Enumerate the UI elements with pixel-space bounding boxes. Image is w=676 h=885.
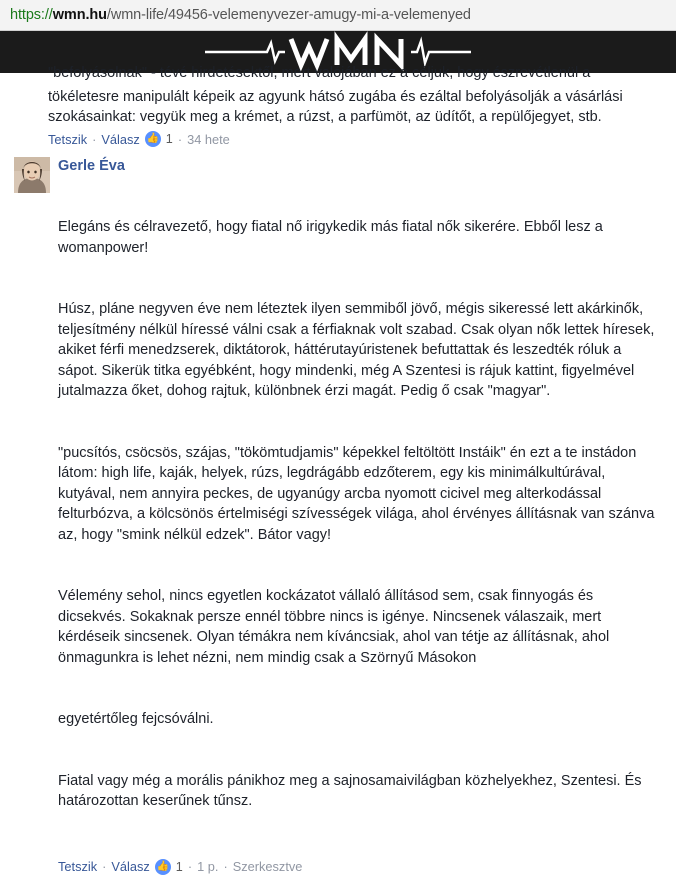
edited-label: Szerkesztve — [232, 859, 303, 874]
comment-paragraph-2: Húsz, pláne negyven éve nem léteztek ilyen semmiből jövő, mégis sikeressé lett akárkinők, teljesítmény nélkül híressé válni csak a férfiaknak volt szabad. Csak olyan nők lettek híresek, akiket férfi menedzserek, diktátorok, háttérutayúristenek befuttattak és leszedték róluk a sápot. Sikerük titka egyébként, hogy mindenki, még A Szentesi is rájuk kattint, figyelmével jutalmazza őket, dohog rajtuk, különbnek érzi magát. Pedig ő csak "magyar". — [58, 301, 659, 399]
url-path: /wmn-life/49456-velemenyvezer-amugy-mi-a-velemenyed — [106, 7, 471, 23]
url-text[interactable] — [10, 7, 471, 23]
meta-dot-2: · — [177, 131, 183, 147]
user-avatar-photo-icon — [14, 157, 50, 193]
browser-url-bar[interactable] — [0, 0, 676, 31]
comment-paragraph-3: "pucsítós, csöcsös, szájas, "tökömtudjamis" képekkel feltöltött Instáik" én ezt a te instádon látom: high life, kaják, helyek, rúzs, legdrágább edzőterem, egy kis minimálkultúrával, kutyával, nem annyira peckes, de ugyanúgy arcba nyomott cicivel meg alterkodással felturbózva, a kölcsönös értelmiségi szívességek világa, ahol érvényes állításnak van szánva az, hogy "smink nélkül edzek". Bátor vagy! — [58, 444, 659, 543]
comment-paragraph-4: Vélemény sehol, nincs egyetlen kockázatot vállaló állításod sem, csak finnyogás és dicsekvés. Sokaknak persze ennél többre nincs is igénye. Nincsenek válaszaik, mert kérdéseik sincsenek. Olyan témákra nem kíváncsiak, ahol van tétje az állításnak, ahol önmagunkra is lehet nézni, nem mindig csak a Szörnyű Másokon — [58, 588, 614, 666]
comment-body — [58, 157, 658, 885]
comment-text — [58, 176, 658, 853]
reaction-count[interactable]: 1 — [165, 132, 173, 146]
bottom-spacer — [58, 875, 658, 885]
reaction-count[interactable]: 1 — [175, 859, 183, 874]
reply-link[interactable]: Válasz — [111, 859, 150, 874]
clipped-comment-cut-line — [48, 65, 628, 85]
clipped-comment-cut-text: "befolyásolnak" - tévé hirdetésektől, mert valójában ez a céljuk, hogy észrevétlenül a — [48, 65, 591, 81]
page-content — [0, 31, 676, 874]
comment-block — [0, 147, 676, 885]
url-host: wmn.hu — [52, 7, 107, 23]
comment-meta — [58, 853, 658, 875]
clipped-comment — [0, 65, 676, 127]
like-link[interactable]: Tetszik — [58, 859, 98, 874]
like-link[interactable]: Tetszik — [48, 131, 88, 147]
reply-link[interactable]: Válasz — [101, 131, 140, 147]
thumbs-up-icon[interactable]: 👍 — [145, 131, 161, 147]
clipped-comment-meta — [0, 127, 676, 147]
thumbs-up-icon[interactable]: 👍 — [155, 859, 171, 875]
wmn-logo-icon — [205, 37, 471, 67]
clipped-comment-line1: tökéletesre manipulált képeik az agyunk hátsó zugába és ezáltal befolyásolják a vásárlási — [48, 89, 623, 105]
comment-paragraph-6: Fiatal vagy még a morális pánikhoz meg a sajnosamaivilágban közhelyekhez, Szentesi. És határozottan keserűnek tűnsz. — [58, 772, 646, 809]
meta-dot-2: · — [187, 859, 193, 874]
meta-dot-3: · — [223, 859, 228, 874]
timestamp[interactable]: 34 hete — [187, 131, 230, 147]
clipped-comment-line2: szokásainkat: vegyük meg a krémet, a rúzst, a parfümöt, az üdítőt, a repülőjegyet, stb. — [48, 109, 602, 125]
avatar[interactable] — [14, 157, 50, 193]
meta-dot-1: · — [92, 131, 97, 147]
comment-author-link[interactable]: Gerle Éva — [58, 158, 125, 174]
url-scheme: https:// — [10, 7, 53, 23]
timestamp[interactable]: 1 p. — [197, 859, 219, 874]
comment-paragraph-1: Elegáns és célravezető, hogy fiatal nő irigykedik más fiatal nők sikerére. Ebből lesz a womanpower! — [58, 219, 607, 256]
comment-paragraph-5: egyetértőleg fejcsóválni. — [58, 711, 214, 727]
wmn-logo[interactable] — [203, 35, 473, 69]
meta-dot-1: · — [102, 859, 107, 874]
